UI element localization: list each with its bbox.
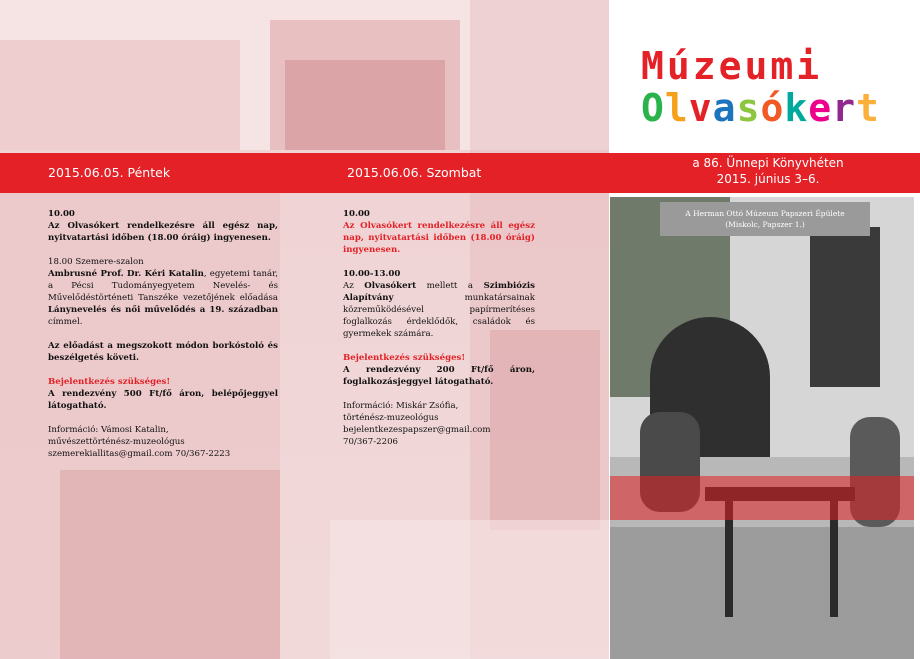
title-museum: Múzeumi [641,44,823,88]
event-text: Az Olvasókert rendelkezésre áll egész nap, nyitvatartási időben (18.00 óráig) ingyenesen. [343,221,535,255]
day-friday: 2015.06.05. Péntek [48,165,171,180]
title-letter: a [712,86,737,130]
registration-note: Bejelentkezés szükséges! [48,377,171,387]
event-text: mellett a [416,281,484,291]
price-text: A rendezvény 200 Ft/fő áron, foglalkozásjeggyel látogatható. [343,365,535,387]
talk-text: , egyetemi tanár, a Pécsi Tudományegyetem Nevelés- és Művelődéstörténeti Tanszéke vezetőjének előadása [48,269,278,303]
time: 10.00 [343,209,370,219]
info-phone: 70/367-2206 [343,437,399,447]
time: 10.00 [48,209,75,219]
title-letter: e [808,86,833,130]
talk-title: Lánynevelés és női művelődés a 19. században [48,305,278,315]
photo-caption [660,202,870,236]
info-email: bejelentkezespapszer@gmail.com [343,425,491,435]
friday-event2 [48,256,278,328]
book-week-dates: 2015. június 3–6. [716,172,820,186]
time: 10.00-13.00 [343,269,401,279]
saturday-event2 [343,268,535,340]
info-line: Információ: Vámosi Katalin, [48,425,169,435]
title-letter: k [784,86,809,130]
info-line: Információ: Miskár Zsófia, [343,401,459,411]
followup-text: Az előadást a megszokott módon borkóstoló és beszélgetés követi. [48,341,278,363]
time-venue: 18.00 Szemere-szalon [48,257,144,267]
friday-registration [48,376,278,412]
friday-info [48,424,278,460]
price-text: A rendezvény 500 Ft/fő áron, belépőjeggyel látogatható. [48,389,278,411]
title-letter: l [664,86,689,130]
saturday-column [343,208,535,460]
friday-column [48,208,278,472]
organization: Szimbiózis Alapítvány [343,281,535,303]
book-week-label [620,155,916,187]
event-text: Az [343,281,365,291]
event-text: munkatársainak közreműködésével papírmerítéses foglalkozás érdeklődők, családok és gyermekek számára. [343,293,535,339]
cover-photo [610,197,914,659]
friday-event1 [48,208,278,244]
info-line: történész-muzeológus [343,413,439,423]
registration-note: Bejelentkezés szükséges! [343,353,466,363]
title-letter: r [832,86,857,130]
caption-line: A Herman Ottó Múzeum Papszeri Épülete [685,209,845,218]
photo-red-strip [610,476,914,520]
event-text: Az Olvasókert rendelkezésre áll egész nap, nyitvatartási időben (18.00 óráig) ingyenesen. [48,221,278,243]
book-week-line: a 86. Ünnepi Könyvhéten [692,156,844,170]
title-reading-garden [641,86,880,130]
title-letter: v [688,86,713,130]
day-saturday: 2015.06.06. Szombat [347,165,482,180]
info-contact: szemerekiallitas@gmail.com 70/367-2223 [48,449,231,459]
caption-line: (Miskolc, Papszer 1.) [725,220,805,229]
title-letter: O [641,86,665,130]
title-letter: s [736,86,761,130]
title-letter: t [856,86,880,130]
saturday-info [343,400,535,448]
info-line: művészettörténész-muzeológus [48,437,185,447]
talk-text: címmel. [48,317,83,327]
title-letter: ó [760,86,785,130]
saturday-event1 [343,208,535,256]
event-text: Olvasókert [364,281,417,291]
speaker: Ambrusné Prof. Dr. Kéri Katalin [48,269,204,279]
saturday-registration [343,352,535,388]
